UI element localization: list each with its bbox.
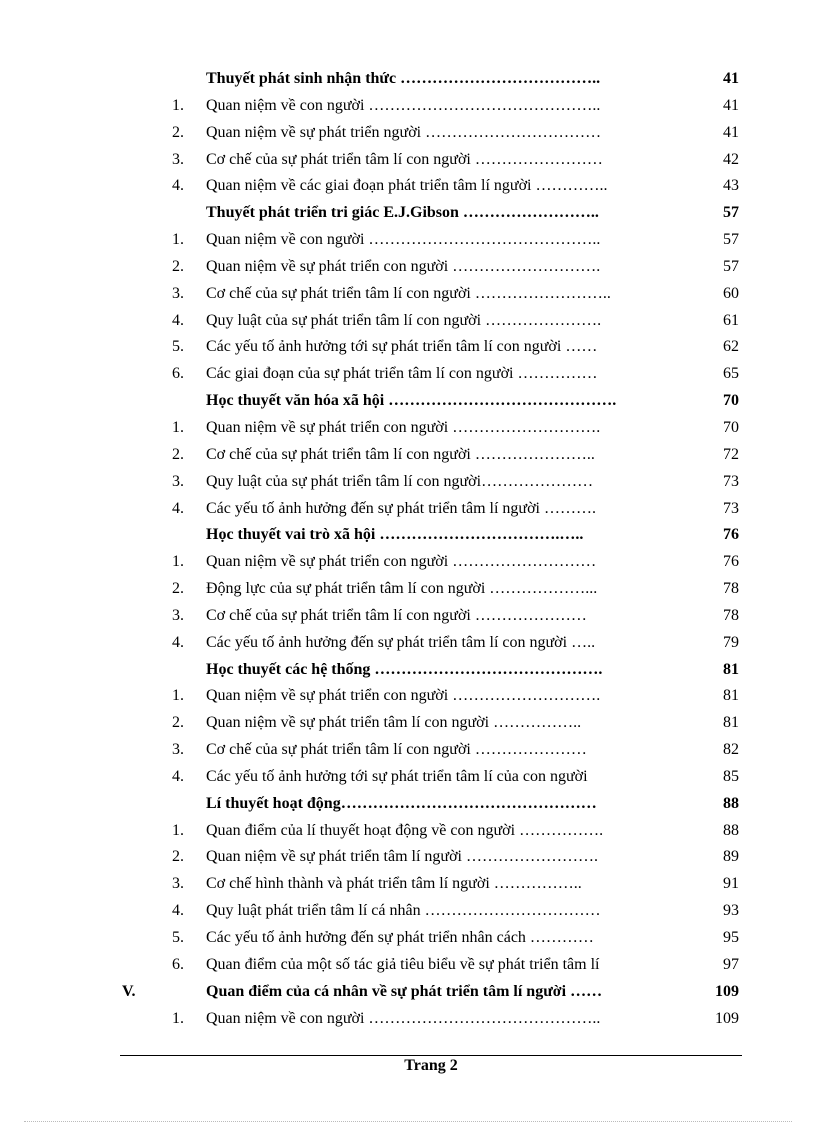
toc-entry-number: 1. bbox=[172, 418, 184, 436]
toc-entry-number: 3. bbox=[172, 606, 184, 624]
toc-entry bbox=[0, 200, 816, 227]
toc-entry-title: Lí thuyết hoạt động………………………………………… bbox=[206, 794, 597, 812]
toc-entry-number: 1. bbox=[172, 96, 184, 114]
toc-entry-title: Quy luật của sự phát triển tâm lí con người………………… bbox=[206, 472, 594, 490]
toc-entry-page: 41 bbox=[723, 96, 739, 114]
toc-entry-title: Thuyết phát sinh nhận thức ……………………………….. bbox=[206, 70, 601, 87]
toc-entry-title: Quan niệm về các giai đoạn phát triển tâm lí người ………….. bbox=[206, 177, 608, 195]
toc-entry bbox=[0, 254, 816, 281]
toc-entry-page: 76 bbox=[723, 553, 739, 571]
toc-entry-page: 70 bbox=[723, 418, 739, 436]
toc-entry bbox=[0, 603, 816, 630]
toc-entry-page: 91 bbox=[723, 875, 739, 893]
toc-entry bbox=[0, 361, 816, 388]
toc-entry-number: 4. bbox=[172, 633, 184, 651]
toc-entry-title: Các yếu tố ảnh hưởng tới sự phát triển tâm lí của con người bbox=[206, 767, 588, 785]
toc-entry-page: 109 bbox=[715, 1009, 739, 1027]
toc-entry-page: 95 bbox=[723, 929, 739, 946]
toc-entry-title: Cơ chế của sự phát triển tâm lí con người ………………… bbox=[206, 741, 587, 759]
toc-entry-number: 2. bbox=[172, 580, 184, 598]
toc-entry-page: 88 bbox=[723, 821, 739, 839]
toc-entry bbox=[0, 818, 816, 845]
toc-entry-title: Học thuyết vai trò xã hội …………………………….….. bbox=[206, 526, 584, 544]
toc-entry bbox=[0, 308, 816, 335]
toc-entry-number: 3. bbox=[172, 741, 184, 759]
toc-entry-page: 88 bbox=[723, 794, 739, 812]
toc-entry-title: Các yếu tố ảnh hưởng tới sự phát triển tâm lí con người …… bbox=[206, 338, 598, 356]
toc-entry-title: Các giai đoạn của sự phát triển tâm lí con người …………… bbox=[206, 365, 598, 383]
toc-entry-number: 4. bbox=[172, 177, 184, 195]
toc-entry bbox=[0, 979, 816, 1006]
toc-entry-page: 97 bbox=[723, 955, 739, 973]
toc-entry-page: 82 bbox=[723, 741, 739, 759]
toc-entry-number: 6. bbox=[172, 365, 184, 383]
toc-entry bbox=[0, 549, 816, 576]
page-bottom-border bbox=[24, 1121, 792, 1122]
toc-entry-number: 3. bbox=[172, 875, 184, 893]
toc-entry-title: Các yếu tố ảnh hưởng đến sự phát triển nhân cách ………… bbox=[206, 929, 594, 946]
toc-entry bbox=[0, 630, 816, 657]
toc-entry bbox=[0, 737, 816, 764]
toc-entry-number: 4. bbox=[172, 499, 184, 517]
toc-entry-page: 57 bbox=[723, 231, 739, 249]
toc-entry-page: 78 bbox=[723, 580, 739, 598]
toc-entry bbox=[0, 496, 816, 523]
toc-entry-page: 73 bbox=[723, 499, 739, 517]
toc-entry-title: Cơ chế hình thành và phát triển tâm lí người …………….. bbox=[206, 875, 582, 893]
toc-entry-number: 4. bbox=[172, 902, 184, 920]
toc-entry bbox=[0, 281, 816, 308]
toc-entry-number: 2. bbox=[172, 848, 184, 866]
toc-entry-title: Quan điểm của lí thuyết hoạt động về con người ……………. bbox=[206, 821, 604, 839]
toc-entry-number: 2. bbox=[172, 257, 184, 275]
toc-entry-title: Quan niệm về sự phát triển người …………………………… bbox=[206, 123, 602, 141]
toc-entry-page: 81 bbox=[723, 660, 739, 678]
toc-entry-number: 2. bbox=[172, 445, 184, 463]
toc-entry-page: 76 bbox=[723, 526, 739, 544]
toc-entry-page: 61 bbox=[723, 311, 739, 329]
toc-entry-page: 43 bbox=[723, 177, 739, 195]
toc-entry-page: 57 bbox=[723, 257, 739, 275]
toc-entry-page: 72 bbox=[723, 445, 739, 463]
toc-entry-title: Học thuyết văn hóa xã hội ……………………………………. bbox=[206, 392, 617, 410]
toc-entry-number: 1. bbox=[172, 231, 184, 249]
toc-entry bbox=[0, 898, 816, 925]
toc-entry bbox=[0, 227, 816, 254]
toc-entry-page: 65 bbox=[723, 365, 739, 383]
toc-entry-title: Quy luật phát triển tâm lí cá nhân …………………………… bbox=[206, 902, 601, 920]
toc-entry-page: 81 bbox=[723, 714, 739, 732]
toc-entry bbox=[0, 791, 816, 818]
toc-entry-title: Quan niệm về sự phát triển con người ……………………… bbox=[206, 553, 597, 571]
toc-entry-number: 1. bbox=[172, 687, 184, 705]
toc-entry-number: 6. bbox=[172, 955, 184, 973]
toc-entry-number: 5. bbox=[172, 338, 184, 356]
toc-entry bbox=[0, 576, 816, 603]
toc-entry bbox=[0, 388, 816, 415]
toc-entry-number: 4. bbox=[172, 767, 184, 785]
page-footer-label: Trang 2 bbox=[404, 1057, 458, 1074]
footer-divider bbox=[120, 1055, 742, 1056]
toc-entry bbox=[0, 120, 816, 147]
toc-entry-title: Học thuyết các hệ thống ……………………………………. bbox=[206, 660, 603, 678]
toc-entry-title: Quan niệm về con người …………………………………….. bbox=[206, 1009, 601, 1027]
toc-entry bbox=[0, 764, 816, 791]
toc-entry-title: Quan điểm của một số tác giả tiêu biểu về sự phát triển tâm lí bbox=[206, 955, 600, 973]
toc-entry-title: Cơ chế của sự phát triển tâm lí con người ………………….. bbox=[206, 445, 595, 463]
table-of-contents bbox=[0, 66, 816, 1032]
toc-entry-number: 2. bbox=[172, 123, 184, 141]
toc-entry bbox=[0, 683, 816, 710]
toc-entry bbox=[0, 871, 816, 898]
toc-entry-title: Quy luật của sự phát triển tâm lí con người …………………. bbox=[206, 311, 602, 329]
toc-entry bbox=[0, 925, 816, 952]
toc-entry-title: Quan niệm về sự phát triển con người ………………………. bbox=[206, 257, 601, 275]
toc-entry-number: 1. bbox=[172, 821, 184, 839]
toc-entry-number: V. bbox=[122, 982, 136, 1000]
toc-entry-title: Các yếu tố ảnh hưởng đến sự phát triển tâm lí con người ….. bbox=[206, 633, 596, 651]
toc-entry-number: 4. bbox=[172, 311, 184, 329]
toc-entry-page: 73 bbox=[723, 472, 739, 490]
toc-entry bbox=[0, 522, 816, 549]
toc-entry-page: 41 bbox=[723, 123, 739, 141]
toc-entry-title: Quan niệm về sự phát triển tâm lí con người …………….. bbox=[206, 714, 582, 732]
toc-entry-title: Quan niệm về sự phát triển tâm lí người ……………………. bbox=[206, 848, 598, 866]
toc-entry bbox=[0, 442, 816, 469]
toc-entry-page: 81 bbox=[723, 687, 739, 705]
toc-entry bbox=[0, 334, 816, 361]
toc-entry-number: 3. bbox=[172, 472, 184, 490]
toc-entry-page: 42 bbox=[723, 150, 739, 168]
toc-entry-number: 5. bbox=[172, 929, 184, 946]
toc-entry bbox=[0, 147, 816, 174]
toc-entry-page: 41 bbox=[723, 70, 739, 87]
toc-entry bbox=[0, 952, 816, 979]
toc-entry-page: 62 bbox=[723, 338, 739, 356]
toc-entry-title: Cơ chế của sự phát triển tâm lí con người …………………….. bbox=[206, 284, 611, 302]
toc-entry-title: Quan niệm về con người …………………………………….. bbox=[206, 231, 601, 249]
toc-entry bbox=[0, 93, 816, 120]
toc-entry-title: Quan niệm về sự phát triển con người ………………………. bbox=[206, 687, 601, 705]
toc-entry-title: Quan niệm về sự phát triển con người ………………………. bbox=[206, 418, 601, 436]
toc-entry-title: Cơ chế của sự phát triển tâm lí con người …………………… bbox=[206, 150, 603, 168]
toc-entry bbox=[0, 173, 816, 200]
toc-entry-page: 93 bbox=[723, 902, 739, 920]
toc-entry bbox=[0, 469, 816, 496]
toc-entry-number: 3. bbox=[172, 150, 184, 168]
toc-entry bbox=[0, 844, 816, 871]
toc-entry-page: 89 bbox=[723, 848, 739, 866]
toc-entry bbox=[0, 657, 816, 684]
toc-entry-number: 2. bbox=[172, 714, 184, 732]
toc-entry-title: Các yếu tố ảnh hưởng đến sự phát triển tâm lí người ………. bbox=[206, 499, 596, 517]
toc-entry bbox=[0, 1006, 816, 1033]
toc-entry-page: 79 bbox=[723, 633, 739, 651]
toc-entry-title: Động lực của sự phát triển tâm lí con người ………………... bbox=[206, 580, 598, 598]
toc-entry-page: 85 bbox=[723, 767, 739, 785]
toc-entry-page: 57 bbox=[723, 204, 739, 222]
toc-entry bbox=[0, 710, 816, 737]
toc-entry-page: 70 bbox=[723, 392, 739, 410]
toc-entry-page: 60 bbox=[723, 284, 739, 302]
toc-entry-number: 3. bbox=[172, 284, 184, 302]
toc-entry-title: Thuyết phát triển tri giác E.J.Gibson …………………….. bbox=[206, 204, 599, 222]
toc-entry-number: 1. bbox=[172, 553, 184, 571]
toc-entry-page: 78 bbox=[723, 606, 739, 624]
toc-entry bbox=[0, 66, 816, 93]
toc-entry-title: Cơ chế của sự phát triển tâm lí con người ………………… bbox=[206, 606, 587, 624]
toc-entry bbox=[0, 415, 816, 442]
toc-entry-page: 109 bbox=[715, 982, 739, 1000]
toc-entry-number: 1. bbox=[172, 1009, 184, 1027]
toc-entry-title: Quan niệm về con người …………………………………….. bbox=[206, 96, 601, 114]
toc-entry-title: Quan điểm của cá nhân về sự phát triển tâm lí người …… bbox=[206, 982, 603, 1000]
